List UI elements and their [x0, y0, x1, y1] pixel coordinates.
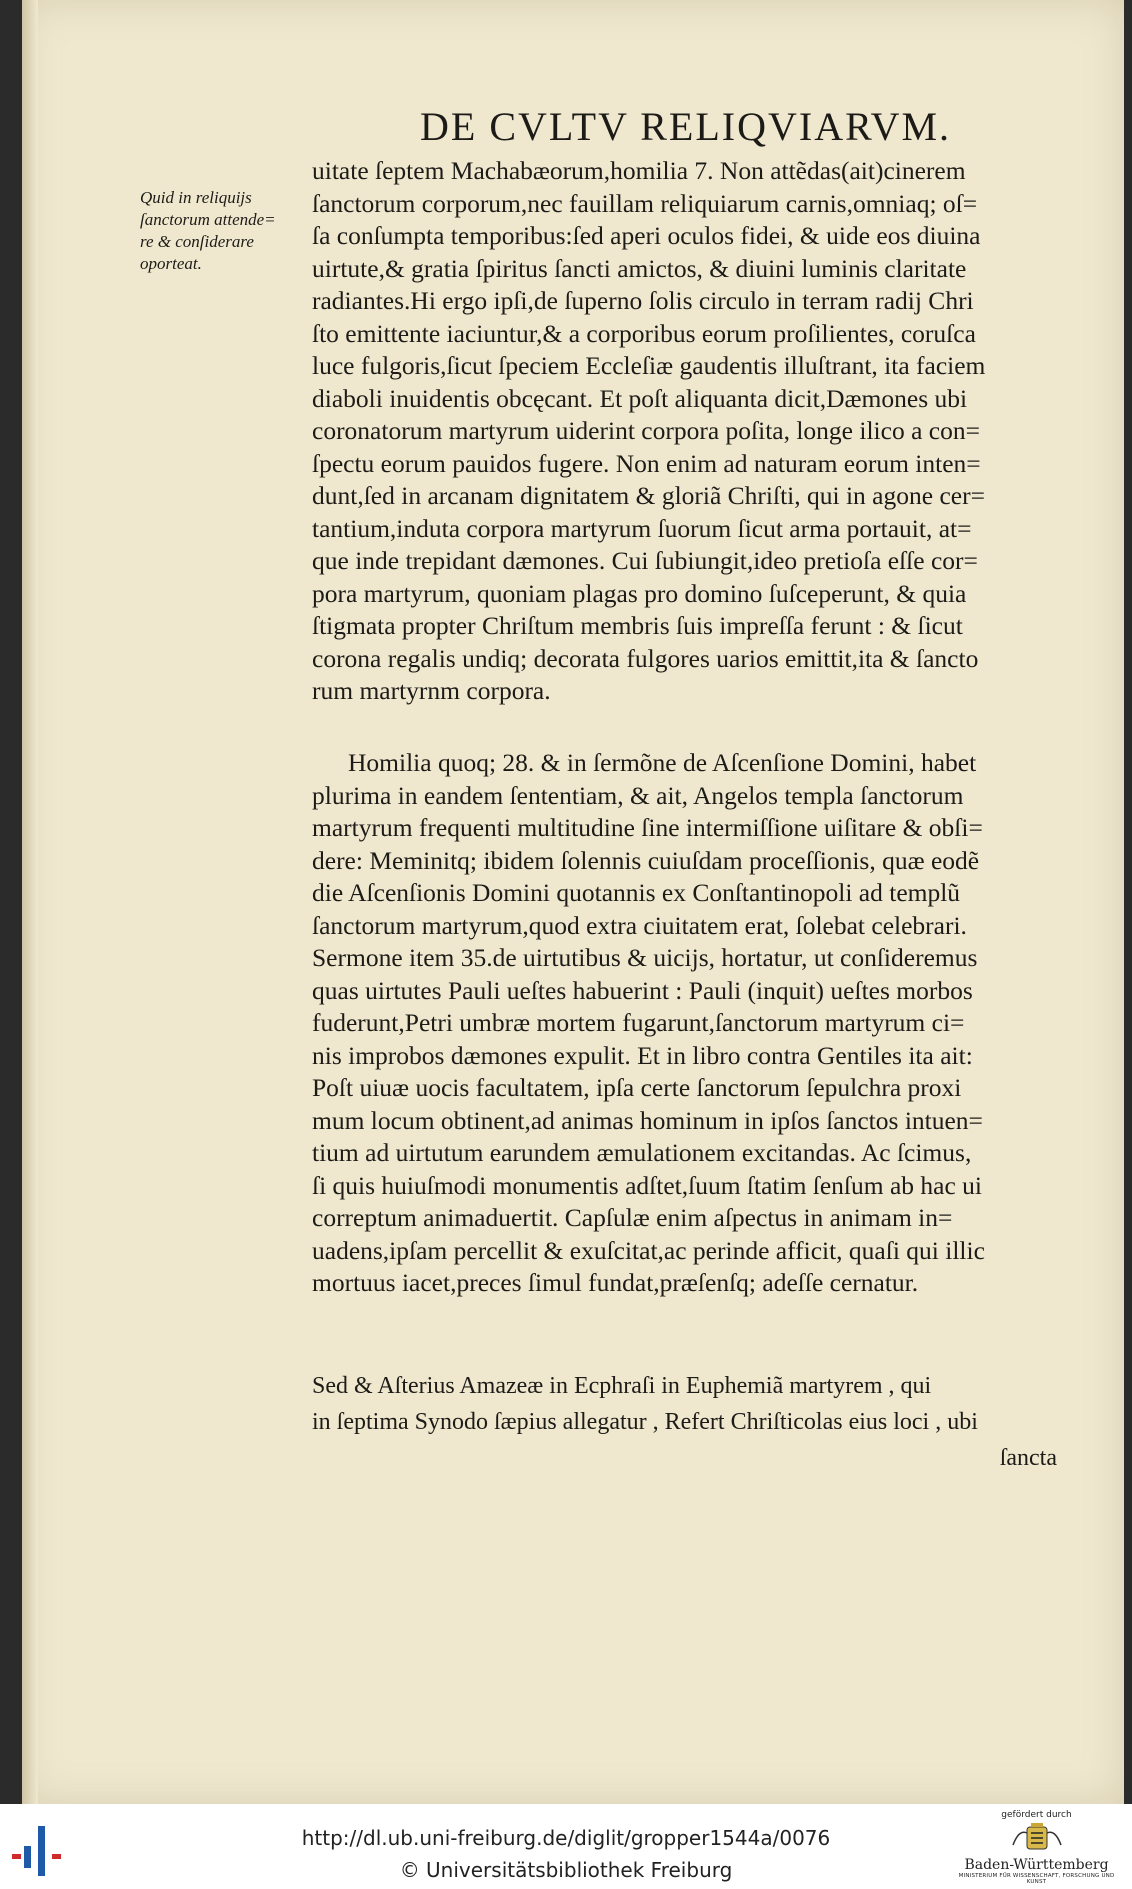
text-line: nis improbos dæmones expulit. Et in libro contra Gentiles ita ait:	[312, 1040, 973, 1070]
text-line: uadens,ipſam percellit & exuſcitat,ac perinde afficit, quaſi qui illic	[312, 1235, 985, 1265]
paragraph-1	[312, 155, 1072, 708]
sponsor-label: gefördert durch	[1001, 1810, 1072, 1820]
text-line: die Aſcenſionis Domini quotannis ex Conſtantinopoli ad templũ	[312, 878, 961, 907]
sponsor-name: Baden-Württemberg	[964, 1857, 1109, 1873]
text-line: fuderunt,Petri umbræ mortem fugarunt,ſanctorum martyrum ci=	[312, 1008, 965, 1037]
text-line: coronatorum martyrum uiderint corpora poſita, longe ilico a con=	[312, 416, 980, 445]
text-line: ſtigmata propter Chriſtum membris ſuis impreſſa ferunt : & ſicut	[312, 611, 963, 640]
text-line: dere: Meminitq; ibidem ſolennis cuiuſdam proceſſionis, quæ eodẽ	[312, 845, 980, 875]
paragraph-3	[312, 1368, 1072, 1476]
text-line: ſi quis huiuſmodi monumentis adſtet,ſuum ſtatim ſenſum ab hac ui	[312, 1170, 983, 1200]
text-line: mortuus iacet,preces ſimul fundat,præſenſq; adeſſe cernatur.	[312, 1268, 919, 1297]
copyright-notice: © Universitätsbibliothek Freiburg	[399, 1858, 733, 1882]
text-line: ſanctorum corporum,nec fauillam reliquiarum carnis,omniaq; oſ=	[312, 188, 978, 218]
marginal-note-line: oporteat.	[140, 254, 202, 273]
text-line: correptum animaduertit. Capſulæ enim aſpectus in animam in=	[312, 1203, 953, 1232]
text-line: ſpectu eorum pauidos fugere. Non enim ad naturam eorum inten=	[312, 448, 981, 478]
text-line: tantium,induta corpora martyrum ſuorum ſicut arma portauit, at=	[312, 513, 972, 543]
text-line: pora martyrum, quoniam plagas pro domino ſuſceperunt, & quia	[312, 578, 967, 608]
text-line: dunt,ſed in arcanam dignitatem & gloriã Chriſti, qui in agone cer=	[312, 481, 985, 510]
text-line: plurima in eandem ſententiam, & ait, Angelos templa ſanctorum	[312, 780, 964, 810]
marginal-note-line: re & conſiderare	[140, 232, 254, 251]
text-line: corona regalis undiq; decorata fulgores uarios emittit,ita & ſancto	[312, 643, 979, 673]
paragraph-2	[312, 747, 1072, 1300]
marginal-note-line: Quid in reliquijs	[140, 188, 252, 207]
catchword: ſancta	[999, 1445, 1057, 1471]
text-line: diaboli inuidentis obcęcant. Et poſt aliquanta dicit,Dæmones ubi	[312, 383, 968, 413]
text-line: uitate ſeptem Machabæorum,homilia 7. Non attẽdas(ait)cinerem	[312, 156, 966, 185]
text-line: tium ad uirtutum earundem æmulationem excitandas. Ac ſcimus,	[312, 1138, 972, 1167]
page-gutter-shadow	[22, 0, 38, 1804]
running-head: DE CVLTV RELIQVIARVM.	[420, 104, 952, 149]
sponsor-block	[949, 1810, 1124, 1885]
text-line: in ſeptima Synodo ſæpius allegatur , Refert Chriſticolas eius loci , ubi	[312, 1409, 978, 1435]
text-line: rum martyrnm corpora.	[312, 676, 551, 705]
text-line: ſa conſumpta temporibus:ſed aperi oculos fidei, & uide eos diuina	[312, 221, 981, 250]
text-line: Homilia quoq; 28. & in ſermõne de Aſcenſione Domini, habet	[348, 748, 977, 777]
text-line: ſanctorum martyrum,quod extra ciuitatem erat, ſolebat celebrari.	[312, 910, 967, 940]
text-line: quas uirtutes Pauli ueſtes habuerint : Pauli (inquit) ueſtes morbos	[312, 975, 973, 1005]
text-line: radiantes.Hi ergo ipſi,de ſuperno ſolis circulo in terram radij Chri	[312, 286, 974, 315]
marginal-note-line: ſanctorum attende=	[140, 210, 276, 229]
text-line: Sermone item 35.de uirtutibus & uicijs, hortatur, ut conſideremus	[312, 943, 978, 972]
state-crest-icon	[1009, 1823, 1065, 1853]
permalink-url[interactable]: http://dl.ub.uni-freiburg.de/diglit/gropper1544a/0076	[301, 1826, 831, 1850]
text-line: martyrum frequenti multitudine ſine intermiſſione uiſitare & obſi=	[312, 813, 983, 842]
text-line: Poſt uiuæ uocis facultatem, ipſa certe ſanctorum ſepulchra proxi	[312, 1073, 962, 1102]
text-line: mum locum obtinent,ad animas hominum in ipſos ſanctos intuen=	[312, 1105, 983, 1135]
text-line: ſto emittente iaciuntur,& a corporibus eorum proſilientes, coruſca	[312, 318, 976, 348]
text-line: que inde trepidant dæmones. Cui ſubiungit,ideo pretioſa eſſe cor=	[312, 546, 978, 575]
sponsor-subtitle: MINISTERIUM FÜR WISSENSCHAFT, FORSCHUNG UND KUNST	[958, 1873, 1115, 1885]
marginal-note	[140, 187, 300, 275]
text-line: luce fulgoris,ſicut ſpeciem Eccleſiæ gaudentis illuſtrant, ita faciem	[312, 351, 986, 380]
viewer-footer	[0, 1804, 1132, 1889]
text-line: uirtute,& gratia ſpiritus ſancti amictos, & diuini luminis claritate	[312, 253, 967, 283]
text-line: Sed & Aſterius Amazeæ in Ecphraſi in Euphemiã martyrem , qui	[312, 1373, 932, 1399]
